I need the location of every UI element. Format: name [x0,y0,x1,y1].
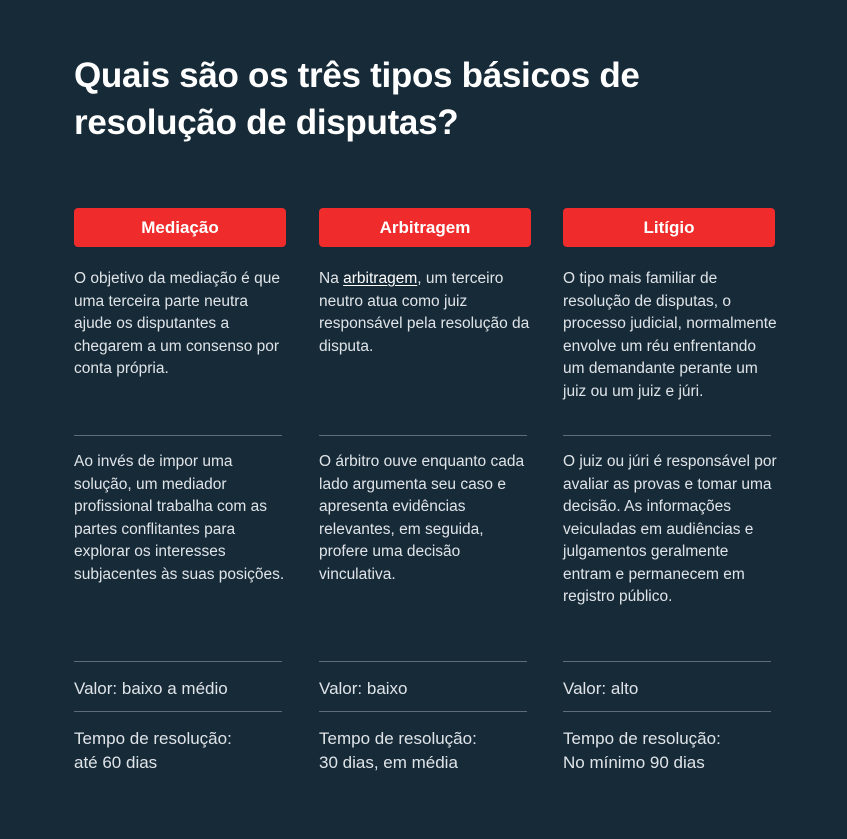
mediacao-description: O objetivo da mediação é que uma terceira parte neutra ajude os disputantes a chegarem a um consenso por conta própria. [74,270,280,377]
divider [319,711,527,712]
page-title: Quais são os três tipos básicos de resolução de disputas? [74,56,640,142]
time-value: 30 dias, em média [319,753,458,772]
label-litigio: Litígio [563,208,775,247]
litigio-time [563,727,779,775]
divider [74,661,282,662]
label-mediacao: Mediação [74,208,286,247]
arbitragem-time [319,727,535,775]
divider [319,435,527,436]
divider [563,711,771,712]
mediacao-details: Ao invés de impor uma solução, um mediador profissional trabalha com as partes conflitantes para explorar os interesses subjacentes às suas posições. [74,453,285,583]
litigio-description: O tipo mais familiar de resolução de disputas, o processo judicial, normalmente envolve um réu enfrentando um demandante perante um juiz ou um juiz e júri. [563,270,777,400]
time-label: Tempo de resolução: [319,729,477,748]
divider [563,661,771,662]
arbitragem-cost: Valor: baixo [319,679,408,698]
mediacao-cost: Valor: baixo a médio [74,679,228,698]
arbitragem-link[interactable]: arbitragem [343,270,418,287]
mediacao-time [74,727,290,775]
divider [74,435,282,436]
divider [74,711,282,712]
litigio-cost: Valor: alto [563,679,639,698]
label-arbitragem: Arbitragem [319,208,531,247]
desc-suffix: , um terceiro neutro atua como juiz responsável pela resolução da disputa. [319,270,530,355]
column-arbitragem [319,208,531,772]
time-label: Tempo de resolução: [74,729,232,748]
time-label: Tempo de resolução: [563,729,721,748]
divider [319,661,527,662]
desc-prefix: Na [319,270,339,287]
divider [563,435,771,436]
time-value: até 60 dias [74,753,158,772]
time-value: No mínimo 90 dias [563,753,705,772]
arbitragem-description [319,268,535,358]
arbitragem-details: O árbitro ouve enquanto cada lado argumenta seu caso e apresenta evidências relevantes, em seguida, profere uma decisão vinculativa. [319,453,525,583]
litigio-details: O juiz ou júri é responsável por avaliar as provas e tomar uma decisão. As informações veiculadas em audiências e julgamentos geralmente entram e permanecem em registro público. [563,453,777,605]
column-litigio [563,208,777,772]
column-mediacao [74,208,286,772]
